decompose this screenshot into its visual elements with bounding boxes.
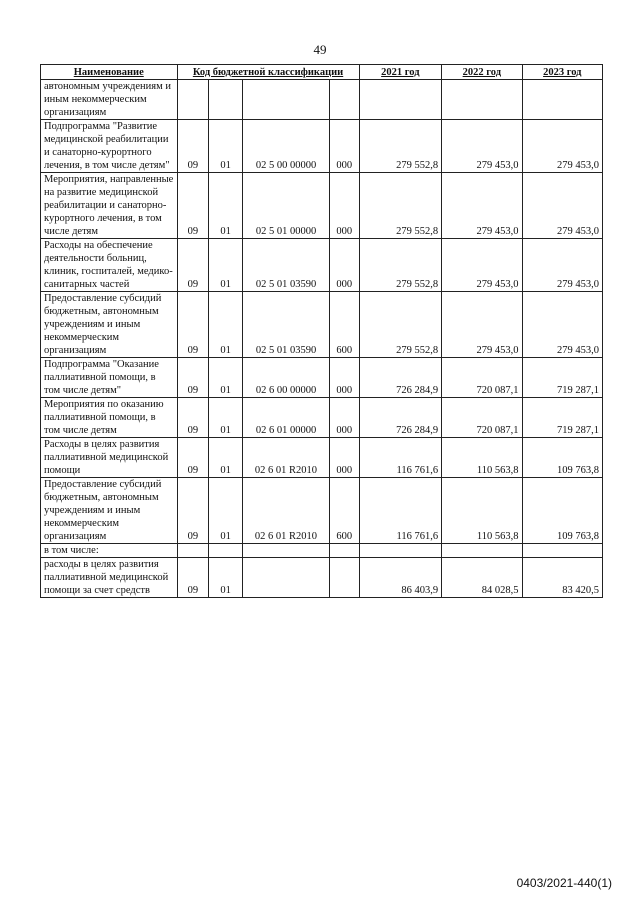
code-expense-type: 600 (329, 292, 359, 358)
value-2021 (359, 80, 442, 120)
header-2022: 2022 год (442, 65, 522, 80)
table-row (41, 239, 603, 292)
value-2022: 279 453,0 (442, 173, 522, 239)
header-code: Код бюджетной классификации (177, 65, 359, 80)
table-row (41, 478, 603, 544)
header-name: Наименование (41, 65, 178, 80)
code-section: 09 (177, 239, 209, 292)
value-2021: 279 552,8 (359, 173, 442, 239)
row-name: Предоставление субсидий бюджетным, автономным учреждениям и иным некоммерческим организациям (41, 292, 178, 358)
code-target: 02 6 01 00000 (243, 398, 330, 438)
code-target (243, 544, 330, 558)
value-2023: 109 763,8 (522, 478, 602, 544)
code-section: 09 (177, 398, 209, 438)
value-2021: 726 284,9 (359, 358, 442, 398)
value-2023: 719 287,1 (522, 398, 602, 438)
value-2023 (522, 544, 602, 558)
table-row (41, 438, 603, 478)
value-2022: 720 087,1 (442, 398, 522, 438)
table-row (41, 173, 603, 239)
code-expense-type (329, 80, 359, 120)
code-subsection: 01 (209, 558, 243, 598)
code-subsection: 01 (209, 120, 243, 173)
code-subsection: 01 (209, 438, 243, 478)
table-row (41, 80, 603, 120)
row-name: Мероприятия по оказанию паллиативной помощи, в том числе детям (41, 398, 178, 438)
value-2023: 279 453,0 (522, 120, 602, 173)
code-section: 09 (177, 358, 209, 398)
row-name: Расходы в целях развития паллиативной медицинской помощи (41, 438, 178, 478)
code-target (243, 558, 330, 598)
header-2023: 2023 год (522, 65, 602, 80)
table-row (41, 544, 603, 558)
code-target: 02 6 00 00000 (243, 358, 330, 398)
code-expense-type: 000 (329, 239, 359, 292)
code-target: 02 5 01 03590 (243, 292, 330, 358)
value-2022 (442, 80, 522, 120)
value-2022: 110 563,8 (442, 478, 522, 544)
code-target: 02 5 01 00000 (243, 173, 330, 239)
value-2023: 83 420,5 (522, 558, 602, 598)
code-section: 09 (177, 438, 209, 478)
table-header-row (41, 65, 603, 80)
code-subsection: 01 (209, 173, 243, 239)
document-code: 0403/2021-440(1) (516, 876, 612, 890)
row-name: автономным учреждениям и иным некоммерческим организациям (41, 80, 178, 120)
page-number: 49 (313, 42, 327, 57)
value-2023: 279 453,0 (522, 173, 602, 239)
value-2022 (442, 544, 522, 558)
value-2022: 279 453,0 (442, 120, 522, 173)
code-section: 09 (177, 120, 209, 173)
value-2021: 116 761,6 (359, 438, 442, 478)
value-2021 (359, 544, 442, 558)
code-subsection: 01 (209, 239, 243, 292)
value-2023: 279 453,0 (522, 292, 602, 358)
value-2023: 109 763,8 (522, 438, 602, 478)
code-target: 02 5 00 00000 (243, 120, 330, 173)
value-2022: 279 453,0 (442, 292, 522, 358)
value-2021: 726 284,9 (359, 398, 442, 438)
table-row (41, 292, 603, 358)
row-name: Подпрограмма "Оказание паллиативной помощи, в том числе детям" (41, 358, 178, 398)
code-subsection: 01 (209, 398, 243, 438)
code-expense-type (329, 544, 359, 558)
code-expense-type: 000 (329, 173, 359, 239)
row-name: расходы в целях развития паллиативной медицинской помощи за счет средств (41, 558, 178, 598)
code-expense-type: 000 (329, 398, 359, 438)
code-expense-type: 000 (329, 438, 359, 478)
value-2021: 279 552,8 (359, 292, 442, 358)
table-row (41, 120, 603, 173)
value-2021: 279 552,8 (359, 120, 442, 173)
code-subsection: 01 (209, 478, 243, 544)
code-target: 02 5 01 03590 (243, 239, 330, 292)
code-section: 09 (177, 558, 209, 598)
table-row (41, 558, 603, 598)
budget-table (40, 64, 603, 598)
row-name: Предоставление субсидий бюджетным, автономным учреждениям и иным некоммерческим организациям (41, 478, 178, 544)
header-2021: 2021 год (359, 65, 442, 80)
row-name: Подпрограмма "Развитие медицинской реабилитации и санаторно-курортного лечения, в том числе детям" (41, 120, 178, 173)
row-name: в том числе: (41, 544, 178, 558)
code-target (243, 80, 330, 120)
value-2021: 116 761,6 (359, 478, 442, 544)
code-subsection: 01 (209, 358, 243, 398)
code-section (177, 544, 209, 558)
value-2022: 720 087,1 (442, 358, 522, 398)
code-expense-type: 600 (329, 478, 359, 544)
code-subsection (209, 544, 243, 558)
code-target: 02 6 01 R2010 (243, 478, 330, 544)
code-section: 09 (177, 292, 209, 358)
value-2023: 279 453,0 (522, 239, 602, 292)
table-row (41, 358, 603, 398)
value-2021: 86 403,9 (359, 558, 442, 598)
code-subsection: 01 (209, 292, 243, 358)
value-2022: 279 453,0 (442, 239, 522, 292)
value-2022: 84 028,5 (442, 558, 522, 598)
table-row (41, 398, 603, 438)
code-expense-type: 000 (329, 120, 359, 173)
row-name: Расходы на обеспечение деятельности больниц, клиник, госпиталей, медико-санитарных частей (41, 239, 178, 292)
value-2022: 110 563,8 (442, 438, 522, 478)
value-2023: 719 287,1 (522, 358, 602, 398)
code-expense-type: 000 (329, 358, 359, 398)
code-section (177, 80, 209, 120)
code-target: 02 6 01 R2010 (243, 438, 330, 478)
value-2021: 279 552,8 (359, 239, 442, 292)
row-name: Мероприятия, направленные на развитие медицинской реабилитации и санаторно-курортного лечения, в том числе детям (41, 173, 178, 239)
code-section: 09 (177, 478, 209, 544)
value-2023 (522, 80, 602, 120)
code-section: 09 (177, 173, 209, 239)
code-expense-type (329, 558, 359, 598)
code-subsection (209, 80, 243, 120)
